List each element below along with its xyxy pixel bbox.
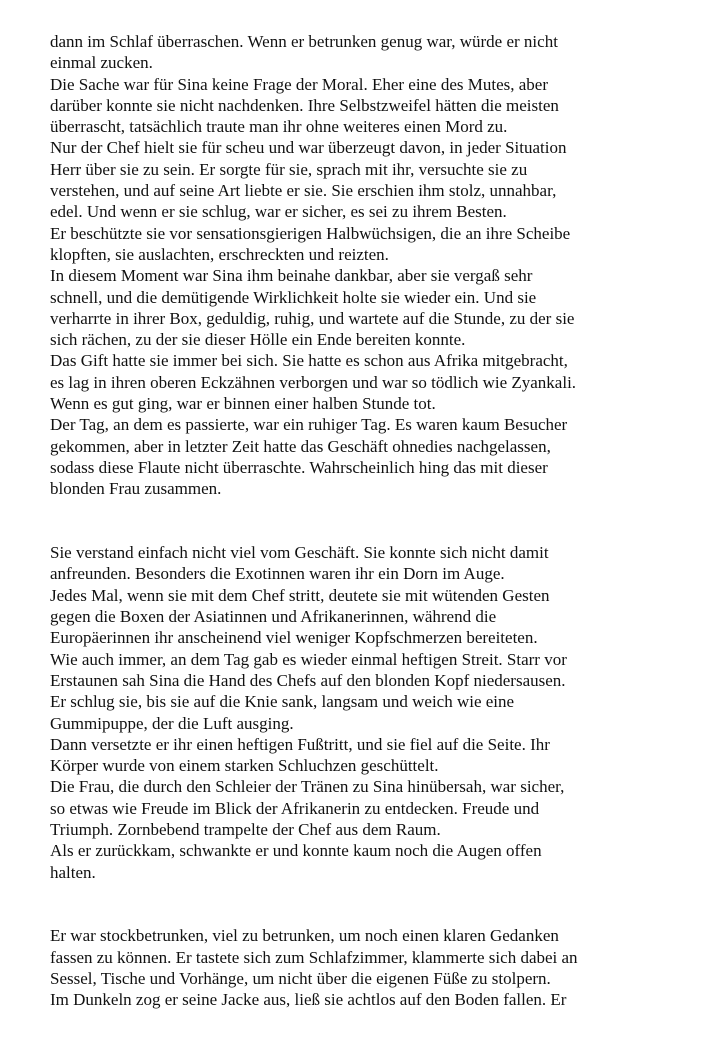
text-line: Europäerinnen ihr anscheinend viel weniger Kopfschmerzen bereiteten. — [50, 628, 538, 648]
text-section-3 — [50, 925, 670, 1010]
text-line: sich rächen, zu der sie dieser Hölle ein Ende bereiten konnte. — [50, 330, 466, 350]
text-line: Er war stockbetrunken, viel zu betrunken, um noch einen klaren Gedanken — [50, 926, 559, 946]
text-line: edel. Und wenn er sie schlug, war er sicher, es sei zu ihrem Besten. — [50, 202, 507, 222]
text-line: Nur der Chef hielt sie für scheu und war überzeugt davon, in jeder Situation — [50, 138, 567, 158]
text-line: verstehen, und auf seine Art liebte er sie. Sie erschien ihm stolz, unnahbar, — [50, 181, 557, 201]
text-line: Wie auch immer, an dem Tag gab es wieder einmal heftigen Streit. Starr vor — [50, 649, 567, 669]
text-line: einmal zucken. — [50, 53, 153, 73]
text-line: blonden Frau zusammen. — [50, 479, 222, 499]
text-line: schnell, und die demütigende Wirklichkeit holte sie wieder ein. Und sie — [50, 287, 537, 307]
document-page — [50, 31, 670, 1011]
text-line: Triumph. Zornbebend trampelte der Chef aus dem Raum. — [50, 819, 441, 839]
text-line: darüber konnte sie nicht nachdenken. Ihre Selbstzweifel hätten die meisten — [50, 95, 559, 115]
text-line: es lag in ihren oberen Eckzähnen verborgen und war so tödlich wie Zyankali. — [50, 372, 577, 392]
text-line: In diesem Moment war Sina ihm beinahe dankbar, aber sie vergaß sehr — [50, 266, 533, 286]
text-line: überrascht, tatsächlich traute man ihr ohne weiteres einen Mord zu. — [50, 117, 508, 137]
text-line: verharrte in ihrer Box, geduldig, ruhig, und wartete auf die Stunde, zu der sie — [50, 308, 575, 328]
text-line: sodass diese Flaute nicht überraschte. Wahrscheinlich hing das mit dieser — [50, 457, 548, 477]
text-section-1 — [50, 31, 670, 500]
text-line: Die Frau, die durch den Schleier der Tränen zu Sina hinübersah, war sicher, — [50, 777, 565, 797]
text-line: dann im Schlaf überraschen. Wenn er betrunken genug war, würde er nicht — [50, 32, 558, 51]
text-line: Er schlug sie, bis sie auf die Knie sank, langsam und weich wie eine — [50, 692, 515, 712]
text-line: Körper wurde von einem starken Schluchzen geschüttelt. — [50, 756, 439, 776]
text-line: Sessel, Tische und Vorhänge, um nicht über die eigenen Füße zu stolpern. — [50, 969, 551, 989]
text-line: Erstaunen sah Sina die Hand des Chefs auf den blonden Kopf niedersausen. — [50, 670, 566, 690]
text-line: Die Sache war für Sina keine Frage der Moral. Eher eine des Mutes, aber — [50, 74, 549, 94]
text-line: Gummipuppe, der die Luft ausging. — [50, 713, 294, 733]
text-line: so etwas wie Freude im Blick der Afrikanerin zu entdecken. Freude und — [50, 798, 540, 818]
text-line: anfreunden. Besonders die Exotinnen waren ihr ein Dorn im Auge. — [50, 564, 505, 584]
text-line: Im Dunkeln zog er seine Jacke aus, ließ sie achtlos auf den Boden fallen. Er — [50, 990, 567, 1010]
text-line: Das Gift hatte sie immer bei sich. Sie hatte es schon aus Afrika mitgebracht, — [50, 351, 568, 371]
text-section-2 — [50, 542, 670, 883]
text-line: Jedes Mal, wenn sie mit dem Chef stritt, deutete sie mit wütenden Gesten — [50, 585, 550, 605]
text-line: fassen zu können. Er tastete sich zum Schlafzimmer, klammerte sich dabei an — [50, 947, 578, 967]
text-line: Der Tag, an dem es passierte, war ein ruhiger Tag. Es waren kaum Besucher — [50, 415, 568, 435]
text-line: halten. — [50, 862, 96, 882]
text-line: Als er zurückkam, schwankte er und konnte kaum noch die Augen offen — [50, 841, 542, 861]
text-line: Er beschützte sie vor sensationsgierigen Halbwüchsigen, die an ihre Scheibe — [50, 223, 571, 243]
text-line: gegen die Boxen der Asiatinnen und Afrikanerinnen, während die — [50, 607, 497, 627]
text-line: klopften, sie auslachten, erschreckten und reizten. — [50, 244, 389, 264]
text-line: Sie verstand einfach nicht viel vom Geschäft. Sie konnte sich nicht damit — [50, 543, 549, 563]
text-line: Herr über sie zu sein. Er sorgte für sie, sprach mit ihr, versuchte sie zu — [50, 159, 528, 179]
text-line: Wenn es gut ging, war er binnen einer halben Stunde tot. — [50, 394, 436, 414]
text-line: Dann versetzte er ihr einen heftigen Fußtritt, und sie fiel auf die Seite. Ihr — [50, 734, 550, 754]
text-line: gekommen, aber in letzter Zeit hatte das Geschäft ohnedies nachgelassen, — [50, 436, 551, 456]
